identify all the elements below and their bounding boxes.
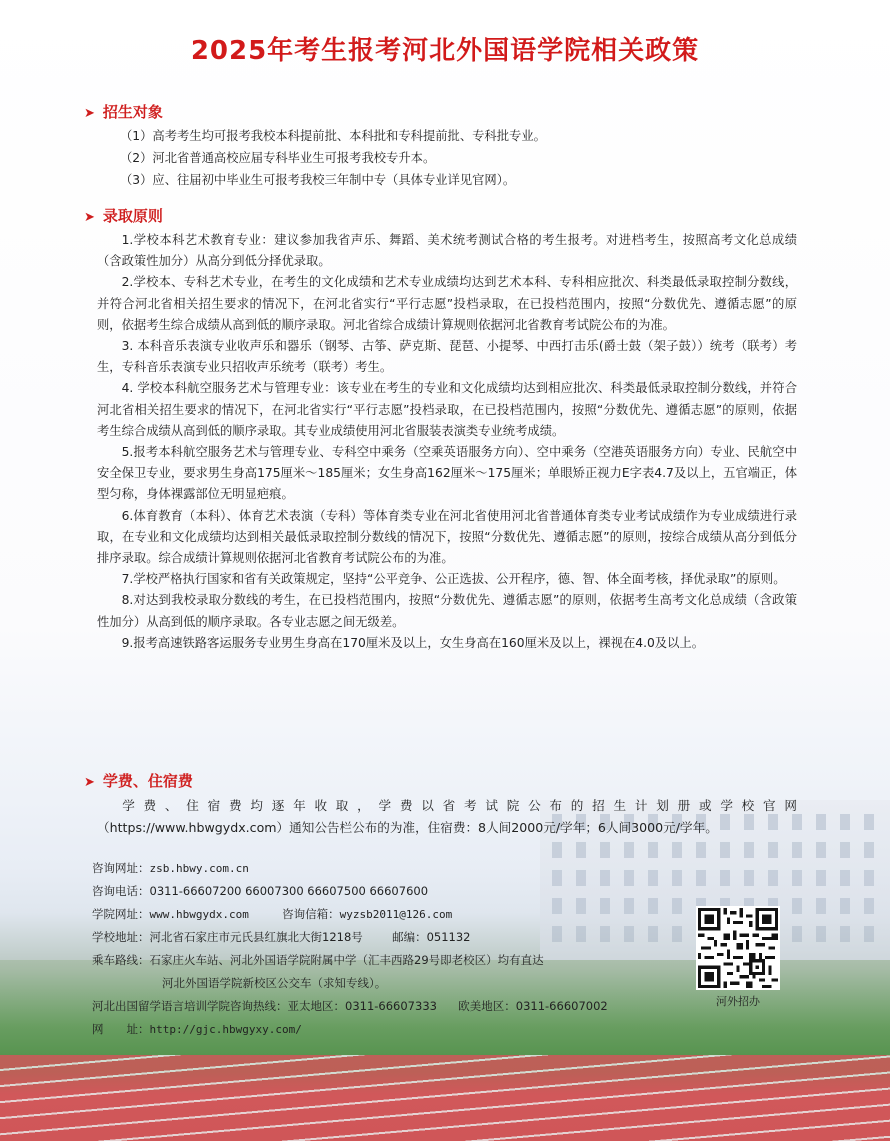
building-window	[648, 898, 658, 914]
building-window	[552, 898, 562, 914]
label: 学校地址：	[92, 930, 150, 944]
section-heading-admission	[84, 205, 163, 226]
admission-item-6: 6.体育教育（本科）、体育艺术表演（专科）等体育类专业在河北省使用河北省普通体育类专业考试成绩作为专业成绩进行录取，在专业和文化成绩均达到相关最低录取控制分数线的情况下，按照“分数优先、遵循志愿”的原则，按综合成绩从高分到低分排序录取。综合成绩计算规则依据河北省教育考试院公布的为准。	[97, 508, 797, 566]
building-window	[600, 870, 610, 886]
building-window	[792, 870, 802, 886]
building-window	[648, 870, 658, 886]
building-window	[576, 870, 586, 886]
building-window	[576, 842, 586, 858]
label: 网 址：	[92, 1022, 150, 1036]
fees-text	[97, 795, 797, 839]
contact-route-cont	[162, 973, 386, 993]
section-heading-text: 录取原则	[102, 207, 163, 225]
qr-caption: 河外招办	[716, 995, 760, 1008]
admission-item-3: 3. 本科音乐表演专业收声乐和器乐（钢琴、古筝、萨克斯、琵琶、小提琴、中西打击乐(爵士鼓（架子鼓））统考（联考）考生，专科音乐表演专业只招收声乐统考（联考）考生。	[97, 339, 797, 375]
web-link[interactable]: http://gjc.hbwgyxy.com/	[149, 1023, 302, 1036]
label: 乘车路线：	[92, 953, 150, 967]
contact-web	[92, 1019, 302, 1040]
building-window	[720, 870, 730, 886]
building-window	[840, 898, 850, 914]
label: 咨询信箱：	[282, 907, 340, 921]
building-window	[552, 926, 562, 942]
building-window	[672, 870, 682, 886]
building-window	[792, 842, 802, 858]
admission-item-2: 2.学校本、专科艺术专业，在考生的文化成绩和艺术专业成绩均达到艺术本科、专科相应批次、科类最低录取控制分数线，并符合河北省相关招生要求的情况下，在河北省实行“平行志愿”投档录取，在已投档范围内，按照“分数优先、遵循志愿”的原则，依据考生综合成绩从高到低的顺序录取。河北省综合成绩计算规则依据河北省教育考试院公布的为准。	[97, 275, 797, 332]
page-title: 2025年考生报考河北外国语学院相关政策	[190, 36, 700, 66]
building-window	[672, 842, 682, 858]
building-window	[624, 926, 634, 942]
admission-item-5: 5.报考本科航空服务艺术与管理专业、专科空中乘务（空乘英语服务方向）、空中乘务（空港英语服务方向）专业、民航空中安全保卫专业，要求男生身高175厘米～185厘米；女生身高162厘米～175厘米；单眼矫正视力E字表4.7及以上，五官端正，体型匀称，身体裸露部位无明显疤痕。	[97, 445, 797, 502]
section-heading-fees	[84, 770, 193, 791]
admission-item-1: 1.学校本科艺术教育专业：建议参加我省声乐、舞蹈、美术统考测试合格的考生报考。对进档考生，按照高考文化总成绩（含政策性加分）从高分到低分择优录取。	[97, 233, 797, 269]
admission-item-4: 4. 学校本科航空服务艺术与管理专业：该专业在考生的专业和文化成绩均达到相应批次、科类最低录取控制分数线，并符合河北省相关招生要求的情况下，在河北省实行“平行志愿”投档录取，在已投档范围内，按照“分数优先、遵循志愿”的原则，依据考生综合成绩从高到低的顺序录取。其专业成绩使用河北省服装表演类专业统考成绩。	[97, 381, 797, 438]
contact-route	[92, 950, 544, 970]
building-window	[816, 870, 826, 886]
building-window	[768, 842, 778, 858]
admission-item-7: 7.学校严格执行国家和省有关政策规定，坚持“公平竞争、公正选拔、公开程序，德、智、体全面考核，择优录取”的原则。	[121, 572, 786, 587]
label: 咨询电话：	[92, 884, 150, 898]
fees-line-2: （https://www.hbwgydx.com）通知公告栏公布的为准，住宿费：8人间2000元/学年；6人间3000元/学年。	[97, 820, 718, 835]
abroad-europe-phone: 欧美地区：0311-66607002	[458, 999, 608, 1013]
admission-item-9: 9.报考高速铁路客运服务专业男生身高在170厘米及以上，女生身高在160厘米及以上，裸视在4.0及以上。	[121, 635, 704, 650]
label: 咨询网址：	[92, 861, 150, 875]
building-window	[552, 842, 562, 858]
enroll-target-item-1: （1）高考考生均可报考我校本科提前批、本科批和专科提前批、专科批专业。	[120, 129, 546, 143]
building-window	[768, 870, 778, 886]
address-text: 河北省石家庄市元氏县红旗北大街1218号	[149, 930, 363, 944]
email-link[interactable]: wyzsb2011@126.com	[339, 908, 453, 921]
arrow-right-icon: ➤	[84, 106, 95, 121]
building-window	[864, 870, 874, 886]
building-window	[624, 842, 634, 858]
building-window	[600, 842, 610, 858]
building-window	[816, 814, 826, 830]
label: 邮编：	[392, 930, 427, 944]
school-site-link[interactable]: www.hbwgydx.com	[149, 908, 249, 921]
building-window	[840, 842, 850, 858]
building-window	[864, 926, 874, 942]
contact-school-site	[92, 904, 452, 925]
building-window	[864, 814, 874, 830]
section-heading-text: 学费、住宿费	[102, 772, 193, 790]
background-track	[0, 1055, 890, 1141]
fees-line-1: 学费、住宿费均逐年收取，学费以省考试院公布的招生计划册或学校官网	[122, 798, 797, 813]
enroll-target-item-3: （3）应、往届初中毕业生可报考我校三年制中专（具体专业详见官网）。	[120, 173, 516, 187]
route-line-2: 河北外国语学院新校区公交车（求知专线）。	[162, 976, 387, 990]
building-window	[792, 926, 802, 942]
building-window	[576, 898, 586, 914]
building-window	[576, 926, 586, 942]
contact-phone	[92, 881, 428, 901]
contact-abroad	[92, 996, 608, 1016]
building-window	[816, 926, 826, 942]
phone-numbers: 0311-66607200 66007300 66607500 66607600	[149, 884, 429, 898]
section-heading-enroll-target	[84, 101, 163, 122]
building-window	[720, 842, 730, 858]
route-line-1: 石家庄火车站、河北外国语学院附属中学（汇丰西路29号即老校区）均有直达	[149, 953, 544, 967]
contact-consult-site	[92, 858, 249, 879]
label: 河北出国留学语言培训学院咨询热线：	[92, 999, 288, 1013]
building-window	[864, 842, 874, 858]
section-heading-text: 招生对象	[102, 103, 163, 121]
building-window	[600, 898, 610, 914]
building-window	[672, 926, 682, 942]
building-window	[864, 898, 874, 914]
building-window	[792, 898, 802, 914]
building-window	[600, 926, 610, 942]
building-window	[624, 870, 634, 886]
building-window	[840, 814, 850, 830]
enroll-target-item-2: （2）河北省普通高校应届专科毕业生可报考我校专升本。	[120, 151, 436, 165]
abroad-asia-phone: 亚太地区：0311-66607333	[287, 999, 437, 1013]
building-window	[648, 842, 658, 858]
building-window	[648, 926, 658, 942]
building-window	[744, 842, 754, 858]
qr-code-image	[696, 906, 780, 990]
consult-site-link[interactable]: zsb.hbwy.com.cn	[149, 862, 249, 875]
admission-list	[97, 230, 797, 654]
postcode-text: 051132	[426, 930, 471, 944]
contact-address	[92, 927, 470, 947]
building-window	[624, 898, 634, 914]
arrow-right-icon: ➤	[84, 775, 95, 790]
building-window	[744, 870, 754, 886]
admission-item-8: 8.对达到我校录取分数线的考生，在已投档范围内，按照“分数优先、遵循志愿”的原则，依据考生高考文化总成绩（含政策性加分）从高到低的顺序录取。各专业志愿之间无级差。	[97, 593, 797, 629]
building-window	[816, 842, 826, 858]
building-window	[816, 898, 826, 914]
building-window	[672, 898, 682, 914]
building-window	[840, 870, 850, 886]
building-window	[696, 870, 706, 886]
building-window	[552, 870, 562, 886]
label: 学院网址：	[92, 907, 150, 921]
building-window	[696, 842, 706, 858]
arrow-right-icon: ➤	[84, 210, 95, 225]
building-window	[840, 926, 850, 942]
